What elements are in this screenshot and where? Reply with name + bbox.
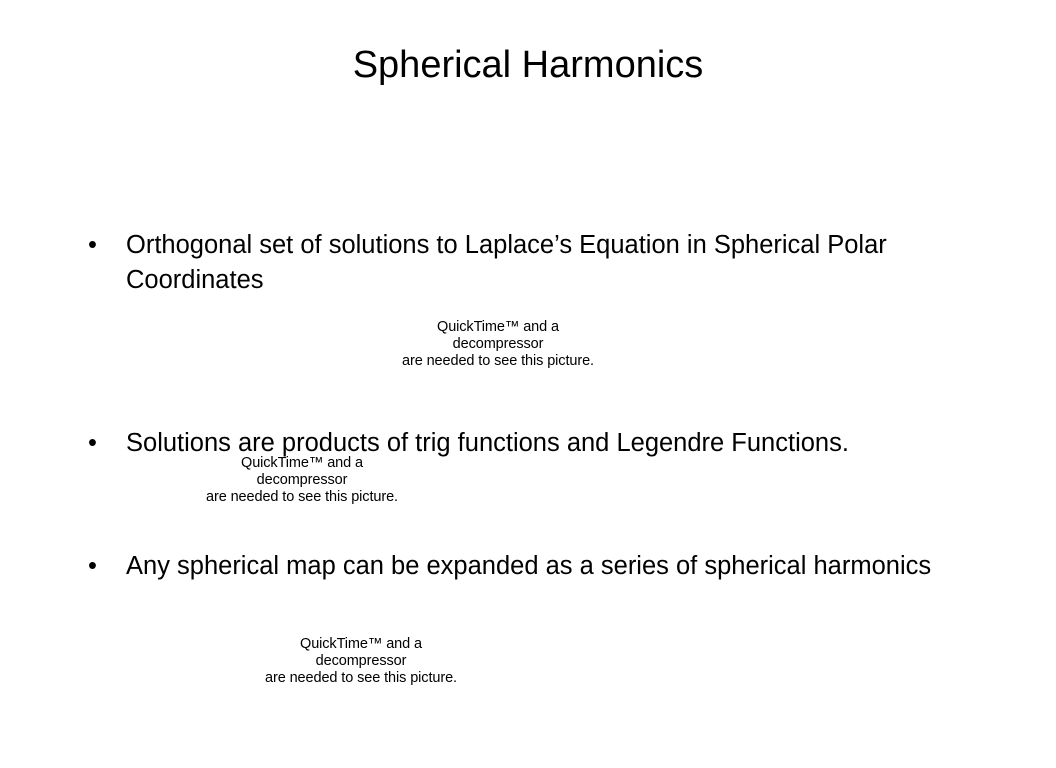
bullet-item	[88, 228, 948, 298]
placeholder-line: decompressor	[315, 653, 407, 669]
bullet-text: Any spherical map can be expanded as a series of spherical harmonics	[126, 552, 932, 580]
placeholder-line: are needed to see this picture.	[206, 489, 398, 505]
placeholder-line: are needed to see this picture.	[265, 670, 457, 686]
quicktime-placeholder	[172, 455, 432, 512]
bullet-marker: •	[88, 429, 97, 457]
placeholder-line: are needed to see this picture.	[402, 353, 594, 369]
bullet-text: Solutions are products of trig functions and Legendre Functions.	[126, 429, 849, 457]
placeholder-line: QuickTime™ and a	[241, 455, 363, 471]
bullet-marker: •	[88, 552, 97, 580]
placeholder-line: decompressor	[452, 336, 544, 352]
placeholder-line: decompressor	[256, 472, 348, 488]
quicktime-placeholder	[368, 319, 628, 373]
bullet-item	[88, 549, 948, 584]
bullet-marker: •	[88, 231, 97, 259]
quicktime-placeholder	[231, 636, 491, 690]
bullet-text: Orthogonal set of solutions to Laplace’s Equation in Spherical Polar Coordinates	[126, 231, 887, 294]
slide-title: Spherical Harmonics	[352, 44, 704, 86]
placeholder-line: QuickTime™ and a	[300, 636, 422, 652]
placeholder-line: QuickTime™ and a	[437, 319, 559, 335]
